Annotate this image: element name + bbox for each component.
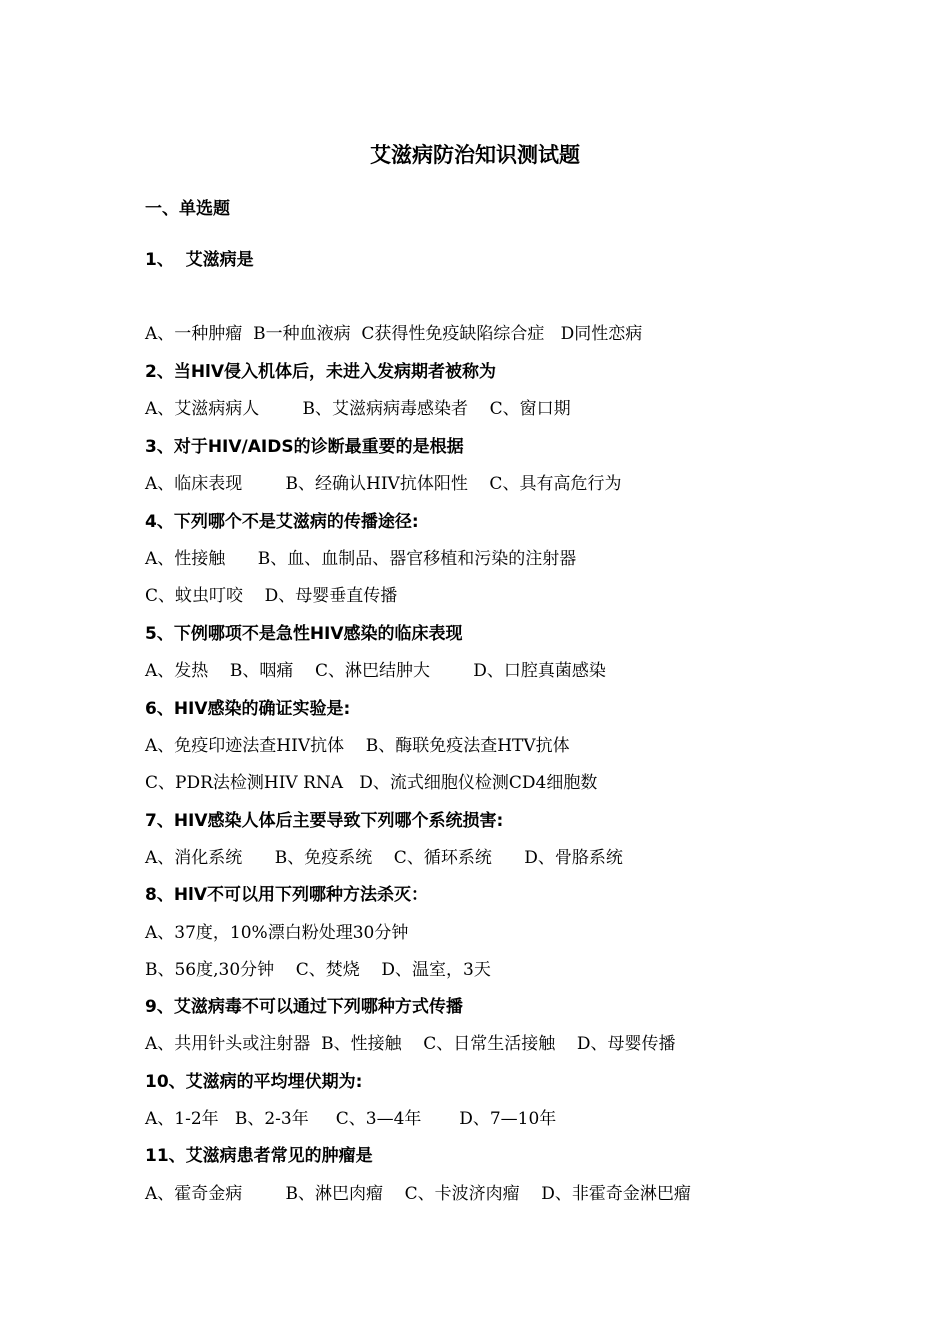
question-4: 4、下列哪个不是艾滋病的传播途径:: [145, 512, 419, 532]
question-6: 6、HIV感染的确证实验是:: [145, 699, 351, 719]
question-10-options: A、1-2年 B、2-3年 C、3—4年 D、7—10年: [145, 1109, 557, 1129]
question-4-options: C、蚊虫叮咬 D、母婴垂直传播: [145, 586, 398, 606]
section-heading: 一、单选题: [145, 199, 230, 219]
question-7: 7、HIV感染人体后主要导致下列哪个系统损害:: [145, 811, 504, 831]
question-5-options: A、发热 B、咽痛 C、淋巴结肿大 D、口腔真菌感染: [145, 661, 606, 681]
question-11: 11、艾滋病患者常见的肿瘤是: [145, 1146, 373, 1166]
document-title: 艾滋病防治知识测试题: [370, 143, 580, 167]
question-11-options: A、霍奇金病 B、淋巴肉瘤 C、卡波济肉瘤 D、非霍奇金淋巴瘤: [145, 1184, 691, 1204]
question-1: 1、 艾滋病是: [145, 250, 254, 270]
question-2-options: A、艾滋病病人 B、艾滋病病毒感染者 C、窗口期: [145, 399, 571, 419]
question-10: 10、艾滋病的平均埋伏期为:: [145, 1072, 363, 1092]
question-9-options: A、共用针头或注射器 B、性接触 C、日常生活接触 D、母婴传播: [145, 1034, 676, 1054]
question-8-options: A、37度，10%漂白粉处理30分钟: [145, 923, 409, 943]
question-3: 3、对于HIV/AIDS的诊断最重要的是根据: [145, 437, 464, 457]
question-6-options: A、免疫印迹法查HIV抗体 B、酶联免疫法查HTV抗体: [145, 736, 570, 756]
question-3-options: A、临床表现 B、经确认HIV抗体阳性 C、具有高危行为: [145, 474, 622, 494]
question-8-options: B、56度,30分钟 C、焚烧 D、温室，3天: [145, 960, 491, 980]
question-1-options: A、一种肿瘤 B一种血液病 C获得性免疫缺陷综合症 D同性恋病: [145, 324, 643, 344]
question-2: 2、当HlV侵入机体后，未进入发病期者被称为: [145, 362, 497, 382]
question-4-options: A、性接触 B、血、血制品、器官移植和污染的注射器: [145, 549, 577, 569]
question-8: 8、HlV不可以用下列哪种方法杀灭：: [145, 885, 429, 905]
question-5: 5、下例哪项不是急性HIV感染的临床表现: [145, 624, 463, 644]
question-9: 9、艾滋病毒不可以通过下列哪种方式传播: [145, 997, 463, 1017]
question-7-options: A、消化系统 B、免疫系统 C、循环系统 D、骨胳系统: [145, 848, 623, 868]
question-6-options: C、PDR法检测HIV RNA D、流式细胞仪检测CD4细胞数: [145, 773, 598, 793]
